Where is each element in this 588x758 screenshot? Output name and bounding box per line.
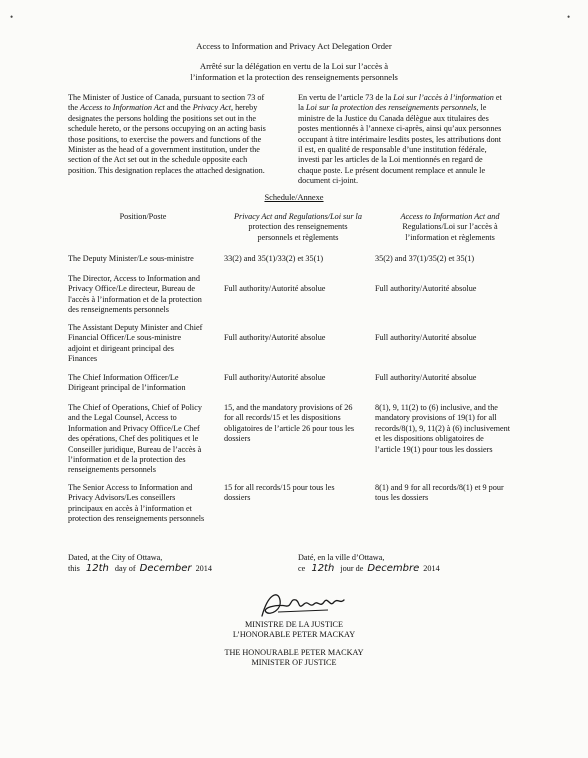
cell-line: Information and Privacy Office/Le Chef [68,423,200,433]
intro-en-line: Minister as the head of a government institution, under the [68,145,260,155]
table-row-1-privacy [224,254,372,264]
cell-line: The Deputy Minister/Le sous-ministre [68,254,194,263]
intro-fr [298,93,528,187]
table-row-4-position [68,373,218,394]
minister-en-name: THE HONOURABLE PETER MACKAY [224,648,364,657]
table-row-4-ati [375,373,525,383]
intro-fr-line: investi par les articles de la Loi mentionnés en regard de [298,155,483,165]
cell-line: Full authority/Autorité absolue [224,373,326,382]
cell-line: et les dispositions obligatoires de [375,434,484,444]
cell-line: protection des renseignements personnels [68,514,205,524]
corner-mark-right: • [567,12,571,22]
table-row-1-ati [375,254,525,264]
header-position: Position/Poste [119,212,167,221]
intro-en-line: those positions, to exercise the powers and functions of the [68,134,262,144]
dated-en-line1: Dated, at the City of Ottawa, [68,553,163,562]
dated-fr-year: 2014 [423,563,440,573]
handwritten-day-fr: 12th [311,562,335,574]
cell-line: Privacy Office/Le directeur, Bureau de [68,284,196,294]
dated-fr-line2 [298,564,440,575]
dated-en-this: this [68,563,80,573]
intro-en [68,93,293,176]
dated-en-year: 2014 [195,563,212,573]
header-ati [375,212,525,243]
intro-fr-line: En vertu de l’article 73 de la Loi sur l’accès à l’information et [298,93,502,102]
cell-line: adjoint et dirigeant principal des [68,343,174,353]
cell-line: des opérations, Chef des politiques et le [68,434,199,444]
intro-fr-line: ministre de la Justice du Canada délègue aux titulaires des [298,113,489,123]
cell-line: for all records/15 et les dispositions [224,413,341,423]
table-row-2-ati [375,284,525,294]
cell-line: Full authority/Autorité absolue [224,284,326,293]
intro-en-line: section of the Act set out in the schedule opposite each [68,155,248,165]
cell-line: l’article 19(1) pour tous les dossiers [375,444,493,454]
handwritten-day-en: 12th [85,562,109,574]
cell-line: Full authority/Autorité absolue [224,333,326,342]
cell-line: Conseiller juridique, Bureau de l’accès à [68,444,202,454]
cell-line: The Chief Information Officer/Le [68,373,179,382]
table-row-5-position [68,403,218,476]
cell-line: The Assistant Deputy Minister and Chief [68,323,203,332]
cell-line: 15, and the mandatory provisions of 26 [224,403,353,412]
dated-fr-jour-de: jour de [340,563,364,573]
header-privacy [224,212,372,243]
minister-fr-title: MINISTRE DE LA JUSTICE [244,620,344,629]
dated-fr-line1: Daté, en la ville d’Ottawa, [298,553,385,562]
header-ati-line: Access to Information Act and [400,212,500,221]
cell-line: 35(2) and 37(1)/35(2) et 35(1) [375,254,475,263]
table-row-2-privacy [224,284,372,294]
intro-en-line: schedule hereto, or the persons occupying on an acting basis [68,124,266,134]
intro-en-line: designates the persons holding the positions set out in the [68,113,257,123]
minister-fr-name: L’HONORABLE PETER MACKAY [232,630,356,639]
cell-line: l’information et de la protection des [68,455,186,465]
dated-fr [298,553,440,574]
title-fr-line2: l’information et la protection des renseignements personnels [190,72,398,82]
header-privacy-line: Privacy Act and Regulations/Loi sur la [234,212,362,221]
cell-line: Full authority/Autorité absolue [375,284,477,293]
intro-fr-line: la Loi sur la protection des renseignements personnels, le [298,103,487,113]
table-row-6-ati [375,483,525,504]
cell-line: renseignements personnels [68,465,156,475]
intro-fr-line: il est, en qualité de responsable d’une institution fédérale, [298,145,487,155]
cell-line: Privacy Advisors/Les conseillers [68,493,176,503]
cell-line: Full authority/Autorité absolue [375,373,477,382]
table-row-3-position [68,323,218,365]
table-row-5-ati [375,403,525,455]
dated-en-day-of: day of [114,563,136,573]
cell-line: mandatory provisions of 19(1) for all [375,413,497,423]
table-row-6-position [68,483,218,525]
table-row-5-privacy [224,403,372,445]
table-row-1-position [68,254,218,264]
cell-line: dossiers [224,493,251,503]
schedule-title: Schedule/Annexe [264,193,324,202]
cell-line: 33(2) and 35(1)/33(2) et 35(1) [224,254,324,263]
cell-line: Full authority/Autorité absolue [375,333,477,342]
intro-fr-line: occupant à titre intérimaire lesdits postes, les attributions dont [298,134,502,144]
cell-line: principaux en accès à l’information et [68,503,192,513]
cell-line: 8(1) and 9 for all records/8(1) et 9 pour [375,483,504,492]
header-ati-line: l’information et règlements [405,232,495,242]
cell-line: l'accès à l’information et de la protection [68,294,202,304]
handwritten-month-en: December [139,562,192,574]
header-privacy-line: personnels et règlements [257,232,339,242]
header-privacy-line: protection des renseignements [248,222,348,232]
cell-line: tous les dossiers [375,493,429,503]
title-en: Access to Information and Privacy Act Delegation Order [196,41,392,51]
table-row-6-privacy [224,483,372,504]
dated-en-line2 [68,564,212,575]
cell-line: 15 for all records/15 pour tous les [224,483,335,492]
intro-en-line: the Access to Information Act and the Privacy Act, hereby [68,103,258,113]
table-row-3-privacy [224,333,372,343]
intro-fr-line: postes mentionnés à l’annexe ci-après, ainsi qu’aux personnes [298,124,502,134]
dated-fr-ce: ce [298,563,306,573]
table-row-4-privacy [224,373,372,383]
header-ati-line: Regulations/Loi sur l’accès à [402,222,498,232]
cell-line: The Director, Access to Information and [68,274,200,283]
cell-line: The Chief of Operations, Chief of Policy [68,403,202,412]
handwritten-month-fr: Decembre [367,562,420,574]
intro-fr-line: chaque poste. Le présent document remplace et annule le [298,165,486,175]
intro-fr-line: document ci-joint. [298,176,359,186]
cell-line: Financial Officer/Le sous-ministre [68,333,182,343]
intro-en-line: The Minister of Justice of Canada, pursuant to section 73 of [68,93,265,102]
cell-line: The Senior Access to Information and [68,483,193,492]
cell-line: 8(1), 9, 11(2) to (6) inclusive, and the [375,403,498,412]
intro-en-line: position. This designation replaces the attached designation. [68,165,265,175]
cell-line: records/8(1), 9, 11(2) à (6) inclusivement [375,423,510,433]
corner-mark-left: • [10,12,14,22]
title-fr-line1: Arrêté sur la délégation en vertu de la Loi sur l’accès à [199,61,389,71]
dated-en [68,553,212,574]
cell-line: des renseignements personnels [68,305,169,315]
cell-line: dossiers [224,434,251,444]
table-row-2-position [68,274,218,316]
cell-line: obligatoires de l’article 26 pour tous les [224,423,355,433]
cell-line: Finances [68,354,98,364]
cell-line: and the Legal Counsel, Access to [68,413,177,423]
table-row-3-ati [375,333,525,343]
minister-en-title: MINISTER OF JUSTICE [251,658,337,667]
cell-line: Dirigeant principal de l’information [68,383,186,393]
